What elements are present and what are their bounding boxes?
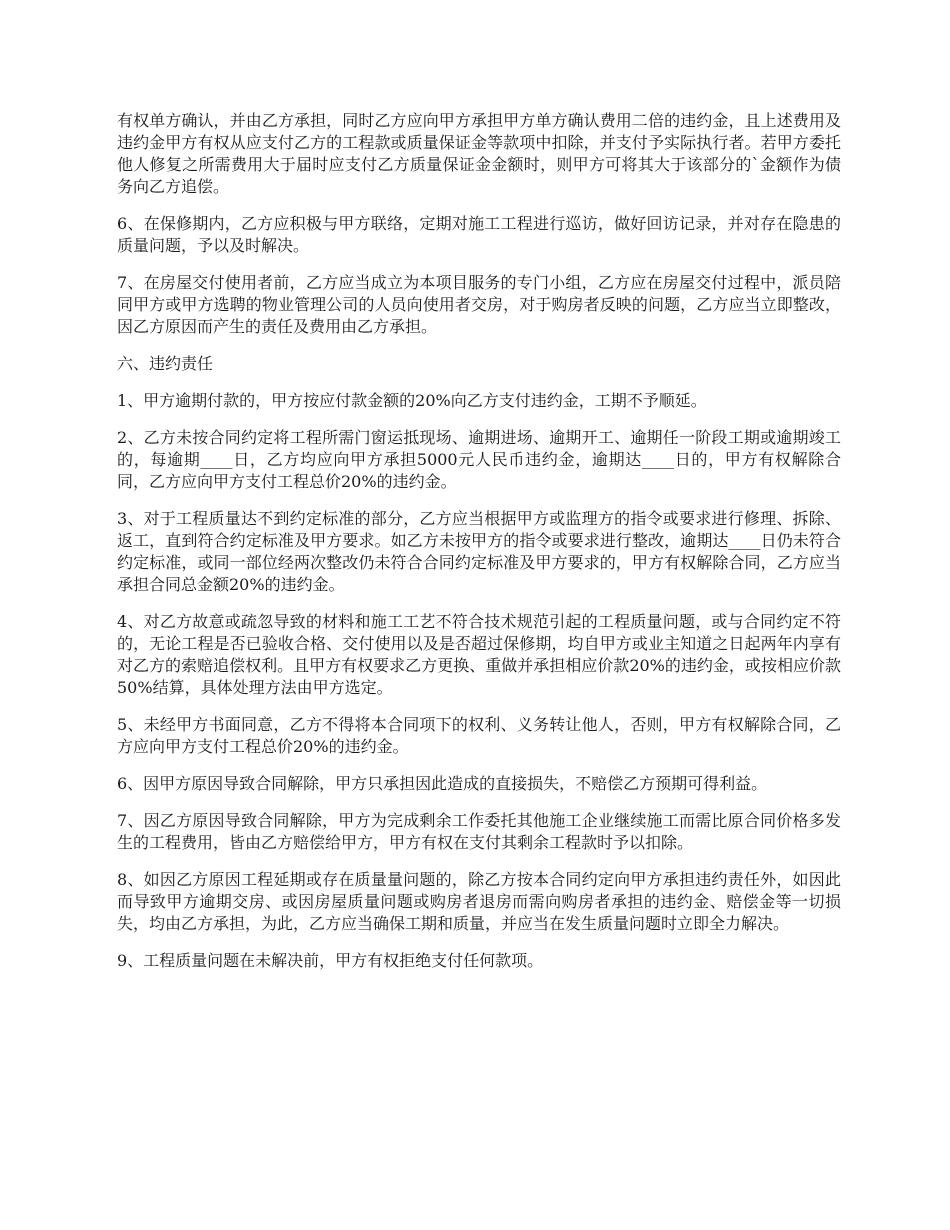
paragraph-liability-8: 8、如因乙方原因工程延期或存在质量量问题的，除乙方按本合同约定向甲方承担违约责任外，如因此而导致甲方逾期交房、或因房屋质量问题或购房者退房而需向购房者承担的违约金、赔偿金等一切损失，均由乙方承担，为此，乙方应当确保工期和质量，并应当在发生质量问题时立即全力解决。 [117, 870, 841, 933]
paragraph-liability-4: 4、对乙方故意或疏忽导致的材料和施工工艺不符合技术规范引起的工程质量问题，或与合同约定不符的，无论工程是否已验收合格、交付使用以及是否超过保修期，均自甲方或业主知道之日起两年内享有对乙方的索赔追偿权利。且甲方有权要求乙方更换、重做并承担相应价款20%的违约金，或按相应价款50%结算，具体处理方法由甲方选定。 [117, 612, 841, 697]
paragraph-liability-6: 6、因甲方原因导致合同解除，甲方只承担因此造成的直接损失，不赔偿乙方预期可得利益。 [117, 774, 768, 793]
paragraph-liability-5: 5、未经甲方书面同意，乙方不得将本合同项下的权利、义务转让他人，否则，甲方有权解除合同，乙方应向甲方支付工程总价20%的违约金。 [117, 715, 841, 756]
paragraph-continuation: 有权单方确认，并由乙方承担，同时乙方应向甲方承担甲方单方确认费用二倍的违约金，且上述费用及违约金甲方有权从应支付乙方的工程款或质量保证金等款项中扣除，并支付予实际执行者。若甲方委托他人修复之所需费用大于届时应支付乙方质量保证金金额时，则甲方可将其大于该部分的`金额作为债务向乙方追偿。 [117, 111, 841, 196]
section-heading-liability: 六、违约责任 [117, 354, 214, 373]
paragraph-warranty-6: 6、在保修期内，乙方应积极与甲方联络，定期对施工工程进行巡访，做好回访记录，并对存在隐患的质量问题，予以及时解决。 [117, 214, 841, 255]
document-page [117, 110, 841, 987]
paragraph-warranty-7: 7、在房屋交付使用者前，乙方应当成立为本项目服务的专门小组，乙方应在房屋交付过程中，派员陪同甲方或甲方选聘的物业管理公司的人员向使用者交房，对于购房者反映的问题，乙方应当立即整改，因乙方原因而产生的责任及费用由乙方承担。 [117, 273, 841, 336]
paragraph-liability-7: 7、因乙方原因导致合同解除，甲方为完成剩余工作委托其他施工企业继续施工而需比原合同价格多发生的工程费用，皆由乙方赔偿给甲方，甲方有权在支付其剩余工程款时予以扣除。 [117, 811, 841, 852]
paragraph-liability-2: 2、乙方未按合同约定将工程所需门窗运抵现场、逾期进场、逾期开工、逾期任一阶段工期或逾期竣工的，每逾期____日，乙方均应向甲方承担5000元人民币违约金，逾期达____日的，甲方有权解除合同，乙方应向甲方支付工程总价20%的违约金。 [117, 428, 841, 491]
paragraph-liability-3: 3、对于工程质量达不到约定标准的部分，乙方应当根据甲方或监理方的指令或要求进行修理、拆除、返工，直到符合约定标准及甲方要求。如乙方未按甲方的指令或要求进行整改，逾期达____日仍未符合约定标准，或同一部位经两次整改仍未符合合同约定标准及甲方要求的，甲方有权解除合同，乙方应当承担合同总金额20%的违约金。 [117, 509, 841, 594]
paragraph-liability-1: 1、甲方逾期付款的，甲方按应付款金额的20%向乙方支付违约金，工期不予顺延。 [117, 391, 707, 410]
paragraph-liability-9: 9、工程质量问题在未解决前，甲方有权拒绝支付任何款项。 [117, 951, 544, 970]
